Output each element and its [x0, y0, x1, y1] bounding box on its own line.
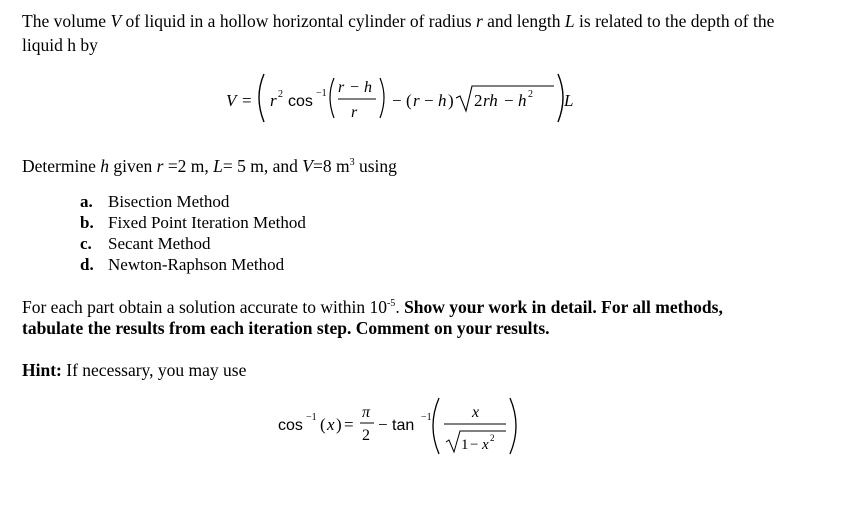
svg-text:cos: cos [288, 93, 313, 110]
svg-text:cos: cos [278, 417, 303, 434]
svg-text:r: r [351, 104, 358, 121]
svg-text:=: = [344, 415, 354, 434]
svg-text:−1: −1 [306, 412, 317, 423]
list-item: b. Fixed Point Iteration Method [80, 213, 306, 232]
hint-equation [278, 392, 538, 458]
methods-list [80, 191, 306, 275]
svg-text:r: r [270, 91, 277, 110]
svg-text:V: V [226, 91, 237, 110]
svg-text:h: h [364, 79, 372, 96]
svg-text:x: x [327, 415, 335, 434]
svg-text:rh: rh [483, 91, 498, 110]
svg-text:(: ( [320, 415, 326, 434]
svg-text:−: − [350, 79, 360, 96]
svg-text:2: 2 [490, 433, 495, 443]
svg-text:): ) [336, 415, 342, 434]
volume-equation [226, 66, 626, 128]
problem-intro-line2: liquid h by [22, 35, 98, 55]
svg-text:1: 1 [461, 437, 469, 453]
svg-text:r: r [413, 91, 420, 110]
svg-text:h: h [518, 91, 527, 110]
accuracy-instructions-line2: tabulate the results from each iteration step. Comment on your results. [22, 318, 550, 338]
svg-text:tan: tan [392, 417, 415, 434]
list-item: c. Secant Method [80, 234, 211, 253]
svg-text:−1: −1 [421, 412, 432, 423]
hint-text: Hint: If necessary, you may use [22, 360, 247, 380]
svg-text:): ) [448, 91, 454, 110]
svg-text:−: − [392, 91, 402, 110]
svg-text:h: h [438, 91, 447, 110]
svg-text:−: − [504, 91, 514, 110]
accuracy-instructions: For each part obtain a solution accurate to within $10^{-5}$. Show your work in detail. For all methods, [22, 296, 723, 317]
problem-intro: The volume V of liquid in a hollow horizontal cylinder of radius r and length L is related to the depth of the [22, 11, 775, 31]
svg-text:−: − [470, 437, 479, 453]
svg-text:x: x [472, 404, 480, 421]
svg-text:r: r [338, 79, 345, 96]
svg-text:2: 2 [362, 427, 370, 444]
svg-text:2: 2 [474, 91, 483, 110]
svg-text:2: 2 [528, 89, 533, 100]
svg-text:L: L [564, 91, 574, 110]
determine-text: Determine h given r =2 m, L= 5 m, and V=8 $m^3$ using [22, 155, 397, 176]
svg-text:π: π [362, 404, 371, 421]
svg-text:(: ( [406, 91, 412, 110]
list-item: d. Newton-Raphson Method [80, 255, 285, 274]
svg-text:x: x [482, 437, 489, 453]
svg-text:2: 2 [278, 89, 283, 100]
svg-text:−: − [424, 91, 434, 110]
list-item: a. Bisection Method [80, 192, 230, 211]
svg-text:=: = [242, 91, 252, 110]
svg-text:−1: −1 [316, 88, 327, 99]
svg-text:−: − [378, 415, 388, 434]
